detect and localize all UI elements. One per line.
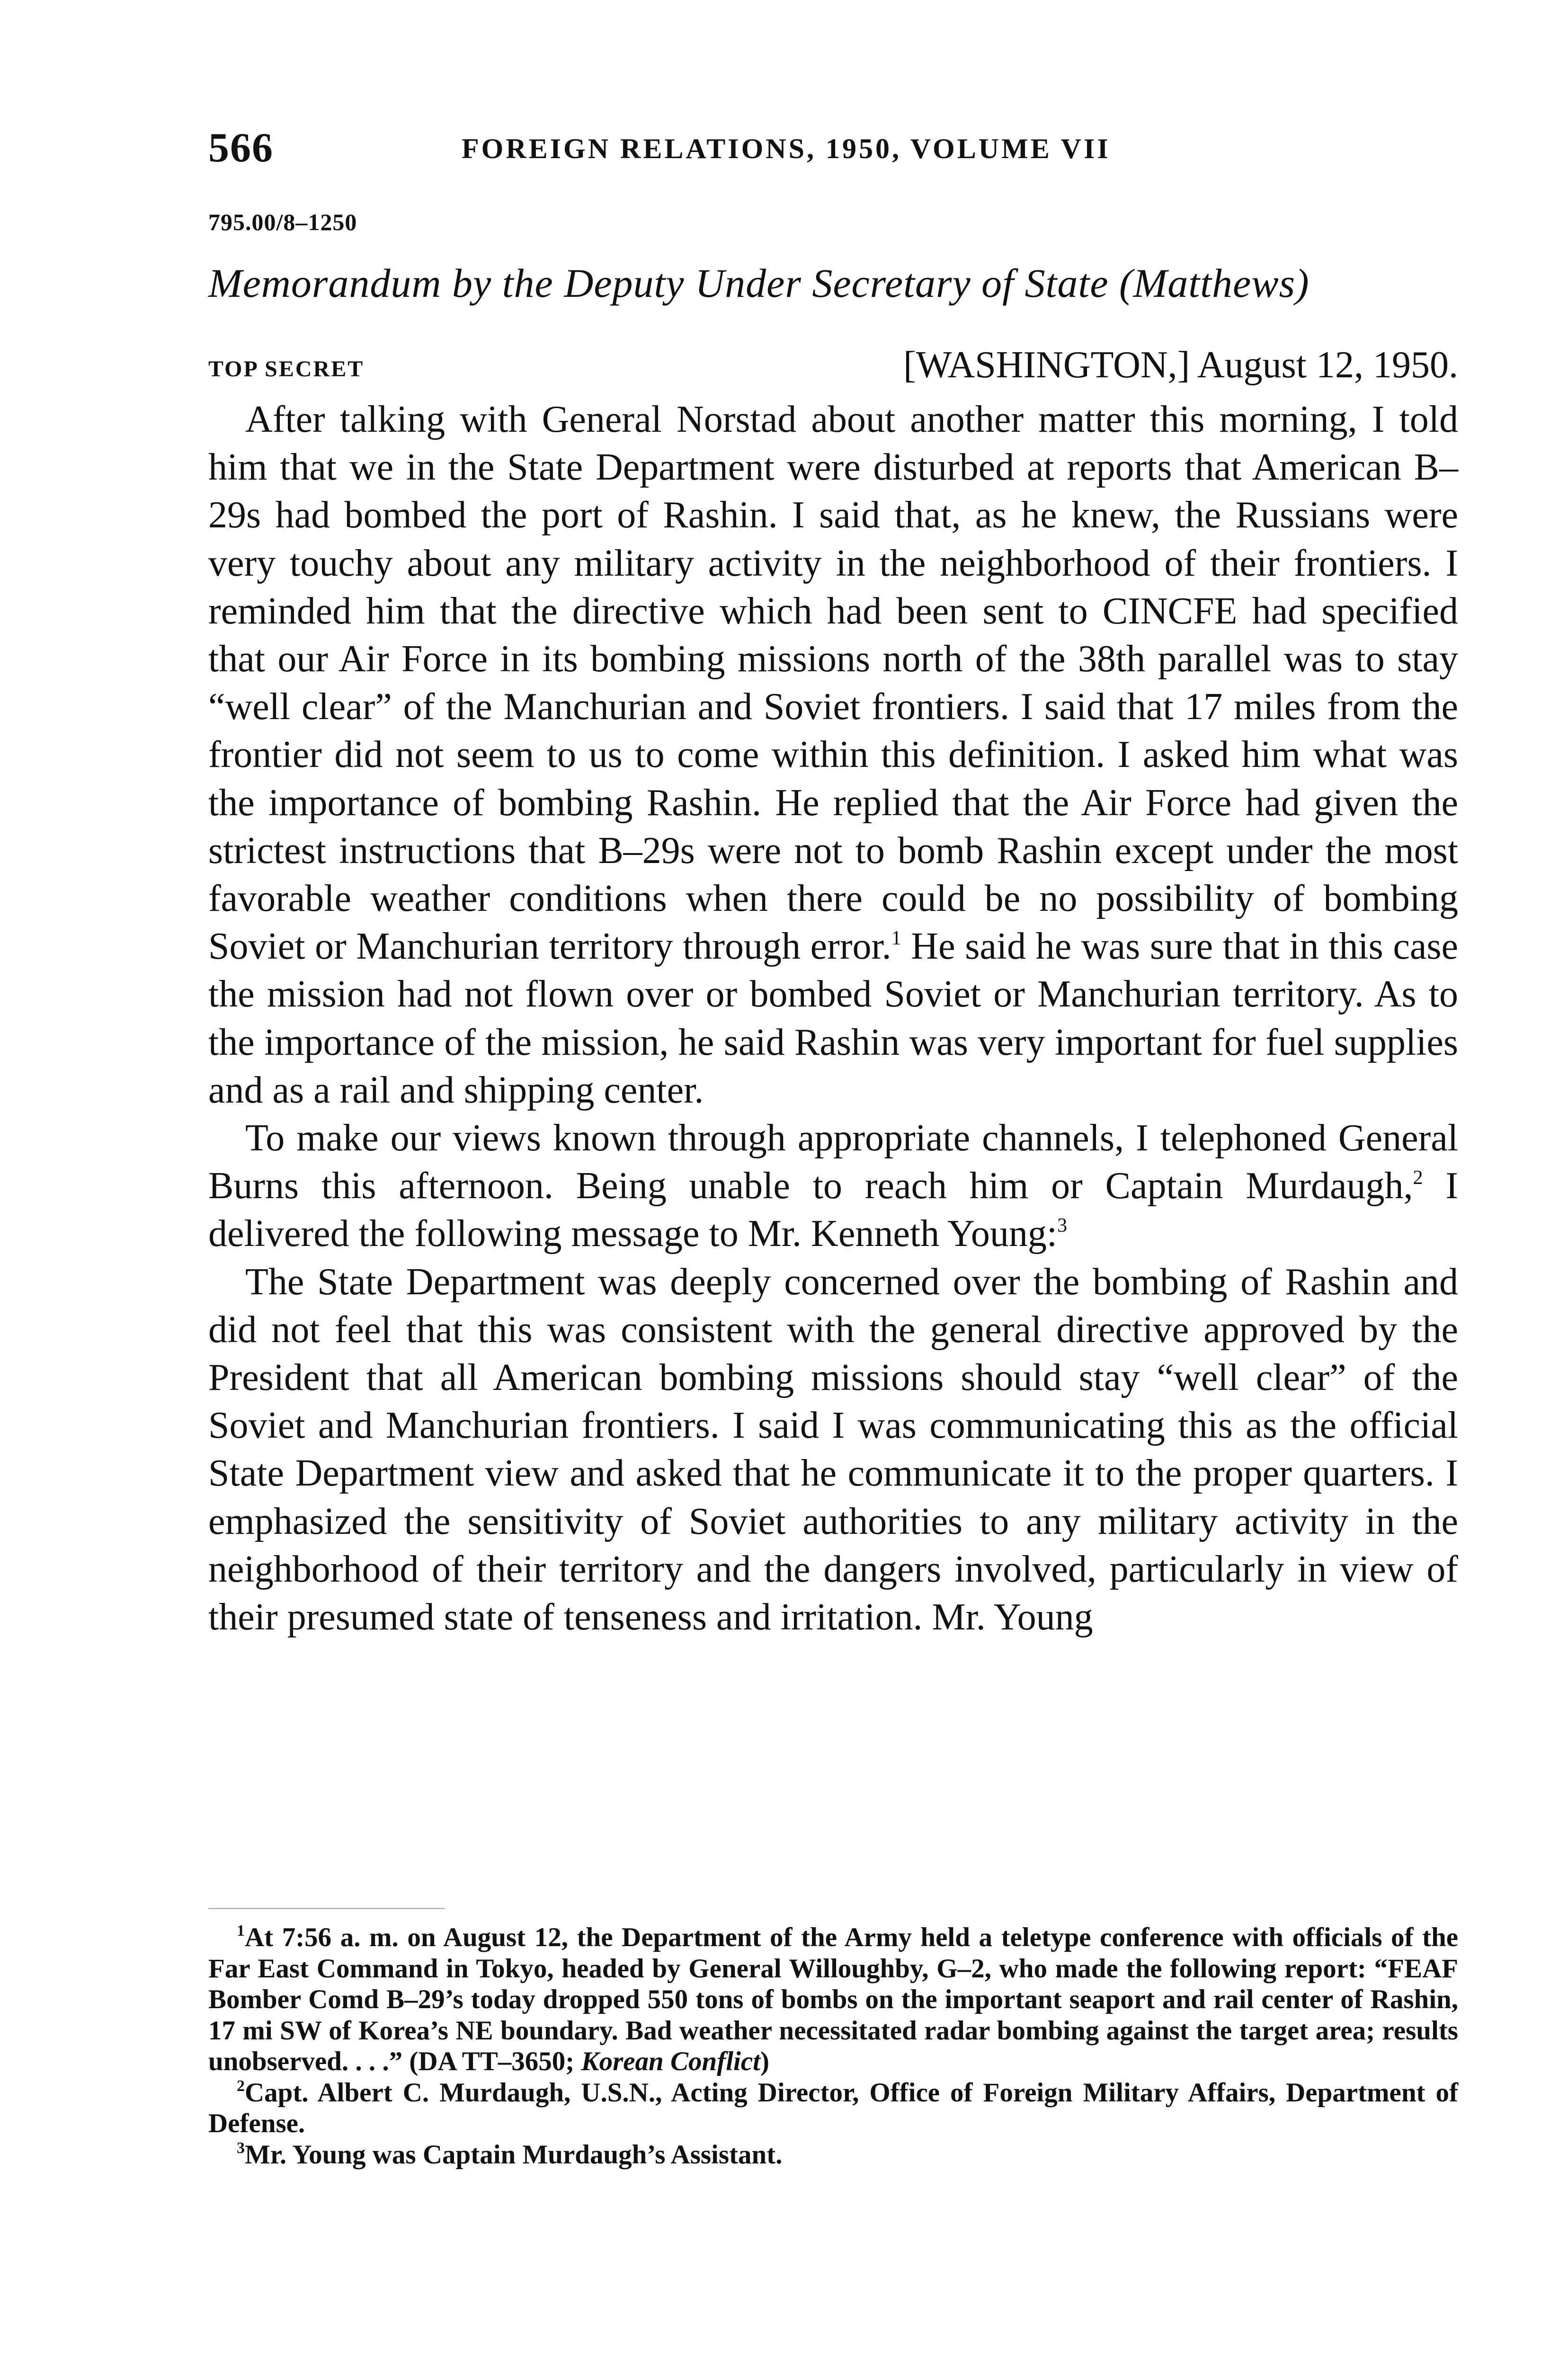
footnote-3-mark: 3 <box>237 2139 245 2157</box>
paragraph-1-text-b: He said he was sure that in this case the mission had not flown over or bombed Soviet or Manchurian territory. As to the importance of the mission, he said Rashin was very important for fuel supplies and as a rail and shipping center. <box>208 925 1459 1111</box>
footnote-1-mark: 1 <box>237 1922 245 1940</box>
classification-label: TOP SECRET <box>208 356 365 382</box>
footnote-ref-2: 2 <box>1413 1167 1423 1189</box>
footnote-2-text: Capt. Albert C. Murdaugh, U.S.N., Acting Director, Office of Foreign Military Affairs, Department of Defense. <box>208 2077 1458 2138</box>
file-number: 795.00/8–1250 <box>208 209 357 235</box>
footnotes <box>208 1922 1458 2170</box>
running-header <box>208 124 1458 176</box>
running-title: FOREIGN RELATIONS, 1950, VOLUME VII <box>462 133 1111 164</box>
footnote-1-close: ) <box>760 2047 769 2076</box>
memo-body <box>208 396 1458 1641</box>
dateline: [WASHINGTON,] August 12, 1950. <box>903 344 1458 386</box>
paragraph-1 <box>208 396 1458 1114</box>
paragraph-2 <box>208 1114 1458 1258</box>
paragraph-3: The State Department was deeply concerned over the bombing of Rashin and did not feel that this was consistent with the general directive approved by the President that all American bombing missions should stay “well clear” of the Soviet and Manchurian frontiers. I said I was communicating this as the official State Department view and asked that he communicate it to the proper quarters. I emphasized the sensitivity of Soviet authorities to any military activity in the neighborhood of their territory and the dangers involved, particularly in view of their presumed state of tenseness and irritation. Mr. Young <box>208 1261 1458 1638</box>
paragraph-2-text-b: I delivered the following message to Mr. Kenneth Young: <box>208 1165 1459 1255</box>
paragraph-1-text-a: After talking with General Norstad about another matter this morning, I told him that we in the State Department were disturbed at reports that American B–29s had bombed the port of Rashin. I said that, as he knew, the Russians were very touchy about any military activity in the neighborhood of their frontiers. I reminded him that the directive which had been sent to CINCFE had specified that our Air Force in its bombing missions north of the 38th parallel was to stay “well clear” of the Manchurian and Soviet frontiers. I said that 17 miles from the frontier did not seem to us to come within this definition. I asked him what was the importance of bombing Rashin. He replied that the Air Force had given the strictest instructions that B–29s were not to bomb Rashin except under the most favorable weather conditions when there could be no possibility of bombing Soviet or Manchurian territory through error. <box>208 399 1458 968</box>
footnote-divider <box>208 1908 445 1909</box>
footnote-1-source: Korean Conflict <box>581 2047 761 2076</box>
footnote-2 <box>208 2077 1458 2139</box>
footnote-1 <box>208 1922 1458 2077</box>
footnote-2-mark: 2 <box>237 2077 245 2095</box>
paragraph-2-text-a: To make our views known through appropriate channels, I telephoned General Burns this afternoon. Being unable to reach him or Captain Murdaugh, <box>208 1117 1458 1207</box>
footnote-ref-1: 1 <box>891 927 901 950</box>
footnote-ref-3: 3 <box>1057 1215 1068 1237</box>
footnote-1-text: At 7:56 a. m. on August 12, the Department of the Army held a teletype conference with officials of the Far East Command in Tokyo, headed by General Willoughby, G–2, who made the following report: “FEAF Bomber Comd B–29’s today dropped 550 tons of bombs on the important seaport and rail center of Rashin, 17 mi SW of Korea’s NE boundary. Bad weather necessitated radar bombing against the target area; results unobserved. . . .” (DA TT–3650; <box>208 1922 1458 2076</box>
footnote-3-text: Mr. Young was Captain Murdaugh’s Assistant. <box>245 2139 783 2170</box>
page-number: 566 <box>208 125 274 171</box>
document-title: Memorandum by the Deputy Under Secretary of State (Matthews) <box>208 260 1310 306</box>
footnote-3 <box>208 2139 1458 2171</box>
